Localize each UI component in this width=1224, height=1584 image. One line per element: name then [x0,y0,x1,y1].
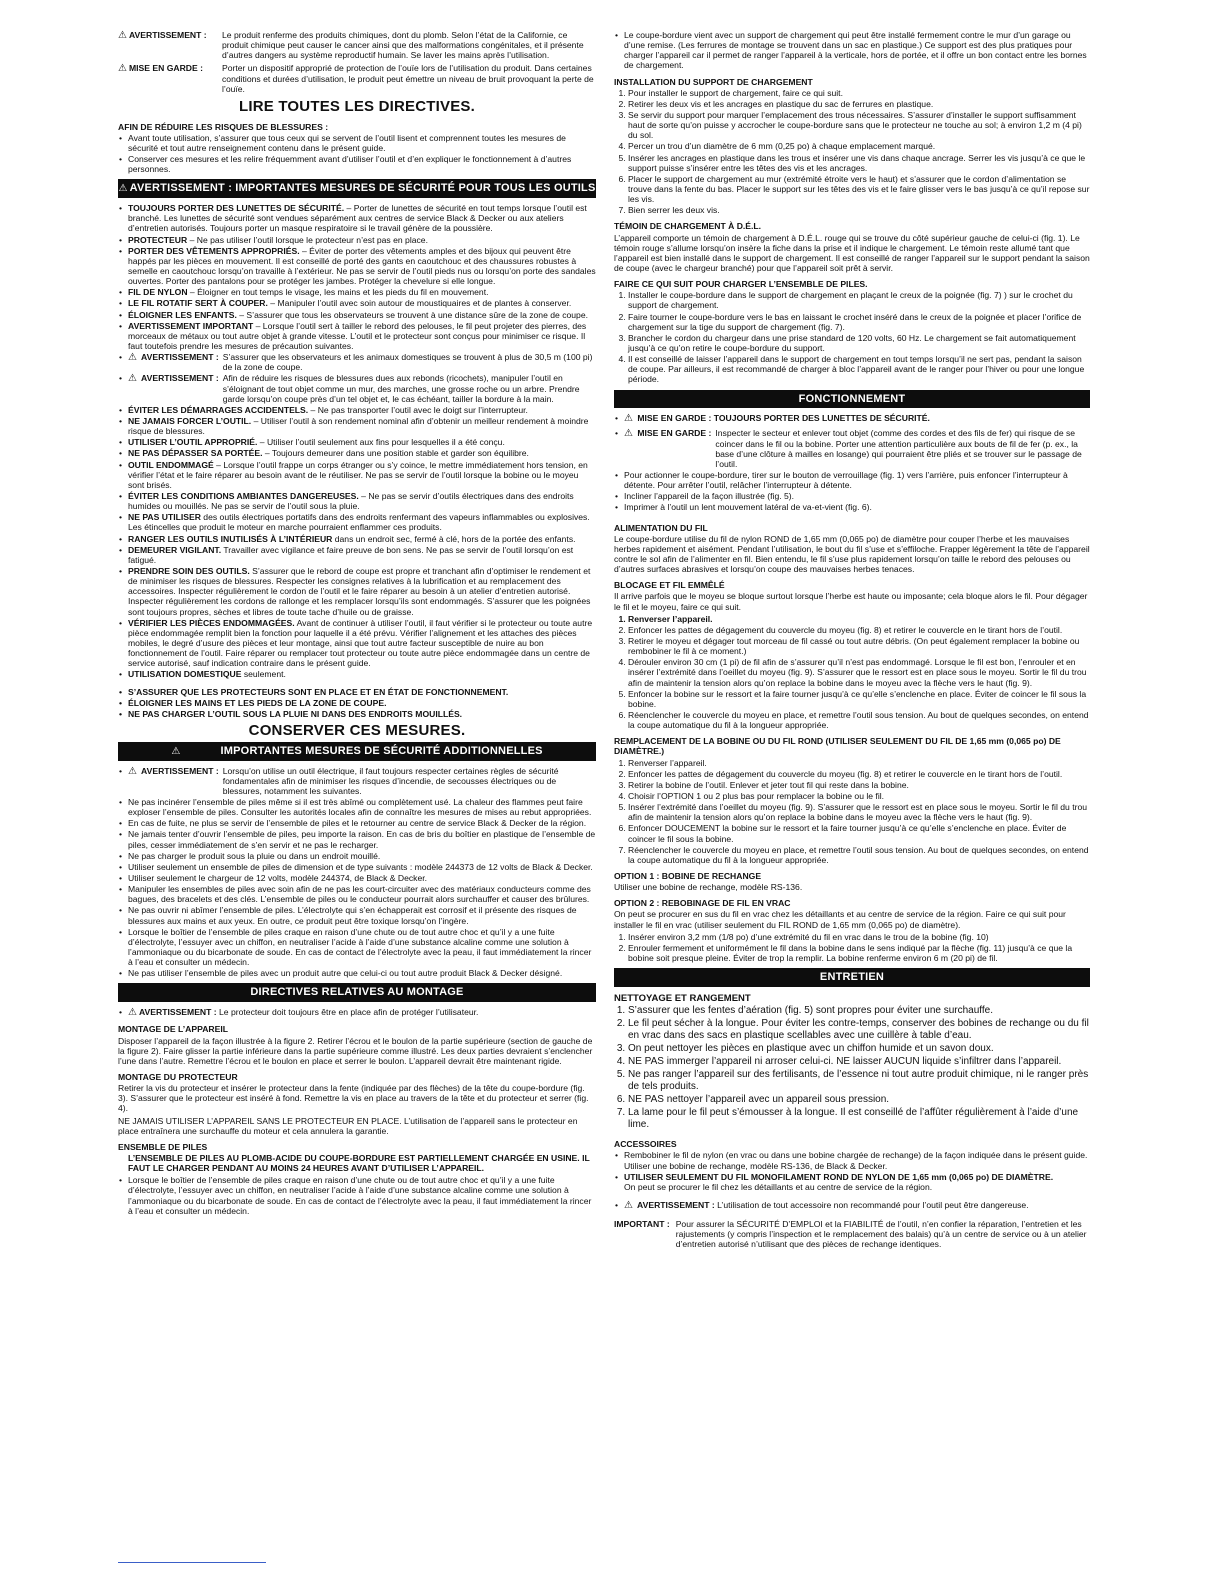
list-item: 3. Retirer le moyeu et dégager tout morceau de fil cassé ou tout autre débris. (On peut également remplacer la bobine ou rembobiner le fil à ce moment.) [628,636,1090,656]
section-bar-assembly: DIRECTIVES RELATIVES AU MONTAGE [118,983,596,1002]
replace-list [614,758,1090,865]
list-item: 4. Percer un trou d’un diamètre de 6 mm (0,25 po) à chaque emplacement marqué. [628,141,1090,151]
list-item: • Rembobiner le fil de nylon (en vrac ou dans une bobine chargée de rechange) de la façon indiquée dans le présent guide. Utiliser une bobine de rechange, modèle RS-136, de Black & Decker. [624,1150,1090,1170]
jam-title: BLOCAGE ET FIL EMMÊLÉ [614,580,725,591]
cleaning-list [614,1005,1090,1131]
list-item: • Pour actionner le coupe-bordure, tirer sur le bouton de verrouillage (fig. 1) vers l’arrière, puis enfoncer l’interrupteur à détente. Pour arrêter l’outil, relâcher l’interrupteur à détente. [624,470,1090,490]
warning-label: • ⚠ AVERTISSEMENT : [128,765,219,777]
caution-label: ⚠ MISE EN GARDE : [118,63,203,75]
list-item: 2. Enrouler fermement et uniformément le fil dans la bobine dans le sens indiqué par la flèche (fig. 11) jusqu’à ce que la bobine soit presque pleine. Éviter de trop la remplir. La bobine renferme environ 6 m (20 pi) de fil. [628,943,1090,963]
montage-prot-text2: NE JAMAIS UTILISER L’APPAREIL SANS LE PROTECTEUR EN PLACE. L’utilisation de l’appareil sans le protecteur en place entraînera une surchauffe du moteur et cela annulera la garantie. [118,1115,578,1136]
list-item: 7. Réenclencher le couvercle du moyeu en place, et remettre l’outil sous tension. Au bout de quelques secondes, on entend la coupe automatique du fil à la longueur appropriée. [628,845,1090,865]
warning-triangle-icon: ⚠ [624,1199,633,1211]
jam-list [614,614,1090,731]
caution-hearing [118,63,596,93]
install-list [614,88,1090,216]
list-item: • ÉVITER LES DÉMARRAGES ACCIDENTELS. – Ne pas transporter l’outil avec le doigt sur l’interrupteur. [128,405,596,415]
caution-label: • ⚠ MISE EN GARDE : [624,428,712,440]
list-item: 3. On peut nettoyer les pièces en plastique avec un chiffon humide et un savon doux. [628,1043,1090,1055]
accessories-title: ACCESSOIRES [614,1139,677,1150]
caution-text: Porter un dispositif approprié de protection de l’ouïe lors de l’utilisation du produit. Dans certaines conditions et durées d’utilisation, le produit peut émettre un niveau de bruit provoquant la perte de l’ouïe. [222,63,594,94]
list-item: 1. Pour installer le support de chargement, faire ce qui suit. [628,88,1090,98]
warning-label: • ⚠ AVERTISSEMENT : [128,352,219,364]
section-bar-safety: ⚠AVERTISSEMENT : IMPORTANTES MESURES DE SÉCURITÉ POUR TOUS LES OUTILS [118,179,596,198]
list-item: • LE FIL ROTATIF SERT À COUPER. – Manipuler l’outil avec soin autour de moustiquaires et de plantes à conserver. [128,298,596,308]
list-item: 3. Se servir du support pour marquer l’emplacement des trous nécessaires. S’assurer d’installer le support suffisamment haut de sorte qu’on puisse y accrocher le coupe-bordure sans que le protecteur ne touche au sol; à environ 1,2 m (4 pi) du sol. [628,110,1090,140]
list-item: • Imprimer à l’outil un lent mouvement latéral de va-et-vient (fig. 6). [624,502,1090,512]
feed-title: ALIMENTATION DU FIL [614,522,708,533]
list-item: • ⚠ AVERTISSEMENT : L’utilisation de tout accessoire non recommandé pour l’outil peut être dangereuse. [624,1200,1090,1211]
list-item: 2. Retirer les deux vis et les ancrages en plastique du sac de ferrures en plastique. [628,99,1090,109]
list-item: 4. Dérouler environ 30 cm (1 pi) de fil afin de s’assurer qu’il n’est pas endommagé. Lorsque le fil est bon, l’enrouler et en insérer l’extrémité dans l’oeillet du moyeu (fig. 9). S’assurer que le ressort est en place sous le moyeu. Sortir le fil du trou afin de maintenir la tension alors qu’on replace la bobine dans le moyeu avec la flèche vers le haut (fig. 9). [628,657,1090,687]
feed-text: Le coupe-bordure utilise du fil de nylon ROND de 1,65 mm (0,065 po) de diamètre pour couper l’herbe et les mauvaises herbes rapidement et aisément. Pendant l’utilisation, le bout du fil s’use et s’effiloche. Frapper légèrement la tête de l’appareil contre le sol afin de l’alimenter en fil. Bien entendu, le fil s’use plus rapidement lorsqu’on taille le rebord des pelouses ou d’autres surfaces abrasives et lorsqu’on coupe des mauvaises herbes tenaces. [614,533,1090,575]
list-item: • AVERTISSEMENT IMPORTANT – Lorsque l’outil sert à tailler le rebord des pelouses, le fil peut projeter des pierres, des morceaux de métaux ou tout autre objet à grande vitesse. L’outil et le protecteur sont conçus pour minimiser ce risque. Il faut toutefois prendre les mesures de précaution suivantes. [128,321,596,351]
left-column [118,30,596,1218]
list-item: 4. NE PAS immerger l’appareil ni arroser celui-ci. NE laisser AUCUN liquide s’infiltrer dans l’appareil. [628,1056,1090,1068]
warning-label: ⚠ AVERTISSEMENT : [118,30,207,41]
list-item: • PROTECTEUR – Ne pas utiliser l’outil lorsque le protecteur n’est pas en place. [128,235,596,245]
list-item: • VÉRIFIER LES PIÈCES ENDOMMAGÉES. Avant de continuer à utiliser l’outil, il faut vérifier si le protecteur ou toute autre pièce endommagée remplit bien la fonction pour laquelle il a été prévu. Vérifier l’alignement et les attaches des pièces mobiles, le degré d’usure des pièces et leur montage, ainsi que tout autre facteur susceptible de nuire au bon fonctionnement de l’outil. Faire réparer ou remplacer tout protecteur ou toute autre pièce endommagée dans un centre de service autorisé, sauf indication contraire dans le présent guide. [128,618,596,669]
list-item: • ÉLOIGNER LES MAINS ET LES PIEDS DE LA ZONE DE COUPE. [128,698,596,708]
warning-triangle-icon: ⚠ [128,373,137,385]
warning-triangle-icon: ⚠ [118,63,127,75]
list-item: 2. Enfoncer les pattes de dégagement du couvercle du moyeu (fig. 8) et retirer le couvercle en le tirant hors de l’outil. [628,769,1090,779]
list-item: 1. Renverser l’appareil. [628,758,1090,768]
list-item: • ⚠ AVERTISSEMENT : Le protecteur doit toujours être en place afin de protéger l’utilisateur. [128,1007,596,1018]
list-item: • ⚠ AVERTISSEMENT : Afin de réduire les risques de blessures dues aux rebonds (ricochets), manipuler l’outil en s’éloignant de tout objet comme un mur, des marches, une grosse roche ou un arbre. Prendre garde lorsqu’on coupe près d’un tel objet et, le cas échéant, tailler la bordure à la main. [128,373,596,403]
list-item: • Avant toute utilisation, s’assurer que tous ceux qui se servent de l’outil lisent et comprennent toutes les mesures de sécurité et tout autre renseignement contenu dans le présent guide. [128,133,596,153]
list-item: 2. Enfoncer les pattes de dégagement du couvercle du moyeu (fig. 8) et retirer le couvercle en le tirant hors de l’outil. [628,625,1090,635]
list-item: • Ne pas incinérer l’ensemble de piles même si il est très abîmé ou complètement usé. La chaleur des flammes peut faire exploser l’ensemble de piles. Consulter les autorités locales afin de connaître les mesures de mises au rebut appropriées. [128,797,596,817]
list-item: 5. Enfoncer la bobine sur le ressort et la faire tourner jusqu’à ce qu’elle s’enclenche en place. Éviter de coincer le fil sous la bobine. [628,689,1090,709]
battery-bold-text: L’ENSEMBLE DE PILES AU PLOMB-ACIDE DU COUPE-BORDURE EST PARTIELLEMENT CHARGÉE EN USINE. IL FAUT LE CHARGER PENDANT AU MOINS 24 HEURES AVANT D’UTILISER L’APPAREIL. [128,1152,590,1174]
list-item: 3. Brancher le cordon du chargeur dans une prise standard de 120 volts, 60 Hz. Le chargement se fait automatiquement jusqu’à ce qu’on retire le coupe-bordure du support. [628,333,1090,353]
reduce-risk-list [118,133,596,175]
list-item: • Incliner l’appareil de la façon illustrée (fig. 5). [624,491,1090,501]
list-item: • Utiliser seulement le chargeur de 12 volts, modèle 244374, de Black & Decker. [128,873,596,883]
list-item: • ⚠ AVERTISSEMENT : Lorsqu’on utilise un outil électrique, il faut toujours respecter certaines règles de sécurité fondamentales afin de minimiser les risques d’incendie, de secousses électriques ou de blessures, notamment les suivantes. [128,766,596,796]
list-item: • UTILISER L’OUTIL APPROPRIÉ. – Utiliser l’outil seulement aux fins pour lesquelles il a été conçu. [128,437,596,447]
list-item: • UTILISATION DOMESTIQUE seulement. [128,669,596,679]
list-item: 4. Il est conseillé de laisser l’appareil dans le support de chargement en tout temps lorsqu’il ne sert pas, pendant la saison de coupe. Par ailleurs, il est recommandé de charger à bloc l’appareil avant de le ranger pour l’hiver ou pour une longue période. [628,354,1090,384]
support-intro [614,30,1090,71]
jam-text: Il arrive parfois que le moyeu se bloque surtout lorsque l’herbe est haute ou imposante; cela bloque alors le fil. Pour dégager le fil et le moyeu, faire ce qui suit. [614,591,1088,612]
list-item: • RANGER LES OUTILS INUTILISÉS À L’INTÉRIEUR dans un endroit sec, fermé à clé, hors de la portée des enfants. [128,534,596,544]
cleaning-title: NETTOYAGE ET RANGEMENT [614,993,751,1005]
list-item: 1. S’assurer que les fentes d’aération (fig. 5) sont propres pour éviter une surchauffe. [628,1005,1090,1017]
list-item: • Ne pas charger le produit sous la pluie ou dans un endroit mouillé. [128,851,596,861]
list-item: 2. Faire tourner le coupe-bordure vers le bas en laissant le crochet inséré dans le creux de la poignée et placer l’orifice de chargement sur la tige du support de chargement (fig. 7). [628,312,1090,332]
important-label: IMPORTANT : [614,1218,670,1229]
reduce-risk-title: AFIN DE RÉDUIRE LES RISQUES DE BLESSURES : [118,121,329,132]
list-item: • Lorsque le boîtier de l’ensemble de piles craque en raison d’une chute ou de tout autre choc et qu’il y a une fuite d’électrolyte, l’essuyer avec un chiffon, en neutraliser l’acide à l’aide d’une substance alcaline comme une solution à l’ammoniaque ou du bicarbonate de soude. En cas de contact de l’électrolyte avec la peau, il faut immédiatement la rincer à l’eau et consulter un médecin. [128,927,596,968]
warning-triangle-icon: ⚠ [118,183,128,195]
montage-app-text: Disposer l’appareil de la façon illustrée à la figure 2. Retirer l’écrou et le boulon de la partie supérieure (section de gauche de la figure 2). Faire glisser la partie inférieure dans la partie supérieure comme illustré. Les deux parties devraient s’enclencher l’une dans l’autre. Remettre l’écrou et le boulon en place et serrer le boulon. L’appareil devrait être maintenant rigide. [118,1035,593,1066]
list-item: 5. Ne pas ranger l’appareil sur des fertilisants, de l’essence ni tout autre produit chimique, ni le ranger près de tels produits. [628,1069,1090,1093]
warning-triangle-icon: ⚠ [624,428,633,440]
list-item: • TOUJOURS PORTER DES LUNETTES DE SÉCURITÉ. – Porter de lunettes de sécurité en tout temps lorsque l’outil est branché. Les lunettes de sécurité sont vendues séparément aux centres de service Black & Decker ou aux ateliers d’entretien autorisés. Toujours porter un masque respiratoire si le travail génère de la poussière. [128,203,596,233]
list-item: • S’ASSURER QUE LES PROTECTEURS SONT EN PLACE ET EN ÉTAT DE FONCTIONNEMENT. [128,687,596,697]
list-item: 5. Insérer les ancrages en plastique dans les trous et insérer une vis dans chaque ancrage. Serrer les vis jusqu’à ce que le support puisse s’insérer entre les têtes des vis et les ancrages. [628,153,1090,173]
list-item: 6. Enfoncer DOUCEMENT la bobine sur le ressort et la faire tourner jusqu’à ce qu’elle s’enclenche en place. Éviter de coincer le fil sous la bobine. [628,823,1090,843]
list-item: 5. Insérer l’extrémité dans l’oeillet du moyeu (fig. 9). S’assurer que le ressort est en place sous le moyeu. Sortir le fil du trou afin de maintenir la tension alors qu’on replace la bobine dans le moyeu avec la flèche vers le haut (fig. 9). [628,802,1090,822]
list-item: 2. Le fil peut sécher à la longue. Pour éviter les contre-temps, conserver des bobines de rechange ou du fil en vrac dans des sacs en plastique scellables avec une cuillère à table d’eau. [628,1018,1090,1042]
charge-list [614,290,1090,384]
charge-title: FAIRE CE QUI SUIT POUR CHARGER L’ENSEMBLE DE PILES. [614,279,868,290]
list-item: 1. Renverser l’appareil. [628,614,1090,624]
safety-list-a [118,203,596,679]
list-item: • Ne pas utiliser l’ensemble de piles avec un produit autre que celui-ci ou tout autre produit Black & Decker désigné. [128,968,596,978]
assembly-warning [118,1007,596,1018]
montage-app-title: MONTAGE DE L’APPAREIL [118,1024,228,1035]
list-item: • OUTIL ENDOMMAGÉ – Lorsque l’outil frappe un corps étranger ou s’y coince, le mettre immédiatement hors tension, en vérifier l’état et le faire réparer au besoin avant de le réutiliser. Ne pas se servir de l’outil lorsque la bobine ou le moyeu sont brisés. [128,460,596,490]
list-item: • PORTER DES VÊTEMENTS APPROPRIÉS. – Éviter de porter des vêtements amples et des bijoux qui peuvent être happés par les pièces en mouvement. Il est conseillé de porté des gants en caoutchouc et des chaussures robustes à semelle en caoutchouc lorsqu’on travaille à l’extérieur. Ne pas se servir de l’outil pieds nus ou lorsqu’on porte des sandales ouvertes. Porter des pantalons pour se protéger les jambes. Protéger la chevelure si elle longue. [128,246,596,287]
section-bar-operation: FONCTIONNEMENT [614,390,1090,409]
important-text: Pour assurer la SÉCURITÉ D’EMPLOI et la FIABILITÉ de l’outil, n’en confier la réparation, l’entretien et les rajustements (y compris l’inspection et le remplacement des balais) qu’à un centre de service ou à un atelier d’entretien autorisé n’utilisant que des pièces de rechange identiques. [675,1218,1087,1250]
option1-text: Utiliser une bobine de rechange, modèle RS-136. [614,882,803,893]
list-item: • UTILISER SEULEMENT DU FIL MONOFILAMENT ROND DE NYLON DE 1,65 mm (0,065 po) DE DIAMÈTRE. On peut se procurer le fil chez les détaillants et au centre de service de la région. [624,1172,1090,1192]
operation-list [614,413,1090,512]
list-item: 1. Installer le coupe-bordure dans le support de chargement en plaçant le creux de la poignée (fig. 7) ) sur le crochet du support de chargement. [628,290,1090,310]
list-item: • Lorsque le boîtier de l’ensemble de piles craque en raison d’une chute ou de tout autre choc et qu’il y a une fuite d’électrolyte, l’essuyer avec un chiffon, en neutraliser l’acide à l’aide d’une substance alcaline comme une solution à l’ammoniaque ou du bicarbonate de soude. En cas de contact de l’électrolyte avec la peau, il faut immédiatement la rincer à l’eau et consulter un médecin. [128,1175,596,1216]
montage-prot-text: Retirer la vis du protecteur et insérer le protecteur dans la fente (indiquée par des flèches) de la tête du coupe-bordure (fig. 3). S’assurer que le protecteur est inséré à fond. Remettre la vis en place au travers de la tête et du protecteur et serrer (fig. 4). [118,1083,589,1114]
list-item: • Conserver ces mesures et les relire fréquemment avant d’utiliser l’outil et d’en expliquer le fonctionnement à d’autres personnes. [128,154,596,174]
additional-list [118,766,596,979]
list-item: • NE PAS DÉPASSER SA PORTÉE. – Toujours demeurer dans une position stable et garder son équilibre. [128,448,596,458]
read-all-title: LIRE TOUTES LES DIRECTIVES. [239,97,475,115]
list-item: 1. Insérer environ 3,2 mm (1/8 po) d’une extrémité du fil en vrac dans le trou de la bobine (fig. 10) [628,932,1090,942]
list-item: 3. Retirer la bobine de l’outil. Enlever et jeter tout fil qui reste dans la bobine. [628,780,1090,790]
right-column [614,30,1090,1249]
footer-rule [118,1562,266,1563]
warning-triangle-icon: ⚠ [171,745,181,757]
list-item: • Utiliser seulement un ensemble de piles de dimension et de type suivants : modèle 244373 de 12 volts de Black & Decker. [128,862,596,872]
list-item: 4. Choisir l’OPTION 1 ou 2 plus bas pour remplacer la bobine ou le fil. [628,791,1090,801]
list-item: 7. Bien serrer les deux vis. [628,205,1090,215]
list-item: • Ne pas ouvrir ni abîmer l’ensemble de piles. L’électrolyte qui s’en échapperait est corrosif et il présente des risques de blessures aux mains et aux yeux. En outre, ce produit peut être toxique lorsqu’on l’ingère. [128,905,596,925]
safety-list-c [118,687,596,719]
important-note [614,1219,1090,1249]
list-item: • ⚠ MISE EN GARDE : TOUJOURS PORTER DES LUNETTES DE SÉCURITÉ. [624,413,1090,424]
list-item: • ⚠ AVERTISSEMENT : S’assurer que les observateurs et les animaux domestiques se trouvent à plus de 30,5 m (100 pi) de la zone de coupe. [128,352,596,372]
list-item: 6. NE PAS nettoyer l’appareil avec un appareil sous pression. [628,1094,1090,1106]
install-title: INSTALLATION DU SUPPORT DE CHARGEMENT [614,76,813,87]
list-item: 7. La lame pour le fil peut s’émousser à la longue. Il est conseillé de l’affûter régulièrement à l’aide d’une lime. [628,1107,1090,1131]
list-item: • NE PAS CHARGER L’OUTIL SOUS LA PLUIE NI DANS DES ENDROITS MOUILLÉS. [128,709,596,719]
section-bar-maintenance: ENTRETIEN [614,968,1090,987]
led-title: TÉMOIN DE CHARGEMENT À D.É.L. [614,221,762,232]
list-item: 6. Placer le support de chargement au mur (extrémité étroite vers le haut) et s’assurer que le cordon d’alimentation se trouve dans la fente du bas. Placer le support sur les têtes des vis et le faire glisser vers le bas jusqu’à ce qu’il repose sur les vis. [628,174,1090,204]
list-item: • NE PAS UTILISER des outils électriques portatifs dans des endroits renfermant des vapeurs inflammables ou explosives. Les étincelles que produit le moteur en marche pourraient enflammer ces produits. [128,512,596,532]
option2-list [614,932,1090,963]
list-item: • Le coupe-bordure vient avec un support de chargement qui peut être installé fermement contre le mur d’un garage ou d’une remise. (Les ferrures de montage se trouvent dans un sac en plastique.) Ce support est des plus pratiques pour charger l’appareil car il permet de ranger l’appareil à la verticale, hors de portée, et il offre un bon contact entre les bornes de chargement. [624,30,1090,71]
led-text: L’appareil comporte un témoin de chargement à D.É.L. rouge qui se trouve du côté supérieur gauche de celui-ci (fig. 1). Le témoin rouge s’allume lorsqu’on insère la fiche dans la prise et il indique le chargement. Le témoin reste allumé tant que l’appareil est bien installé dans le support de chargement. Il est conseillé de ranger l’appareil sur le support pendant la saison de coupe (avec le chargeur branché) pour que l’appareil soit prêt à servir. [614,232,1090,273]
option2-text: On peut se procurer en sus du fil en vrac chez les détaillants et au centre de service de la région. Faire ce qui suit pour installer le fil en vrac (utiliser seulement du FIL ROND de 1,65 mm (0,065 po) de diamètre). [614,909,1066,930]
warning-label: • ⚠ AVERTISSEMENT : [128,373,219,385]
warning-triangle-icon: ⚠ [118,30,127,41]
list-item: 6. Réenclencher le couvercle du moyeu en place, et remettre l’outil sous tension. Au bout de quelques secondes, on entend la coupe automatique du fil à la longueur appropriée. [628,710,1090,730]
warning-triangle-icon: ⚠ [624,413,633,425]
list-item: • NE JAMAIS FORCER L’OUTIL. – Utiliser l’outil à son rendement nominal afin d’obtenir un meilleur rendement à moindre risque de blessures. [128,416,596,436]
replace-title: REMPLACEMENT DE LA BOBINE OU DU FIL ROND (UTILISER SEULEMENT DU FIL DE 1,65 mm (0,065 po) DE DIAMÈTRE.) [614,736,1061,757]
list-item: • ⚠ MISE EN GARDE : Inspecter le secteur et enlever tout objet (comme des cordes et des fils de fer) qui risque de se coincer dans le fil ou la bobine. Porter une attention particulière aux bouts de fil de fer (p. ex., la base d’une clôture à mailles en losange) qui pourraient être pliés et se trouver sur le passage de l’outil. [624,428,1090,469]
warning-triangle-icon: ⚠ [128,352,137,364]
section-bar-additional: ⚠ IMPORTANTES MESURES DE SÉCURITÉ ADDITIONNELLES [118,742,596,761]
warning-triangle-icon: ⚠ [128,1007,137,1019]
montage-prot-title: MONTAGE DU PROTECTEUR [118,1071,238,1082]
option1-title: OPTION 1 : BOBINE DE RECHANGE [614,870,762,881]
list-item: • PRENDRE SOIN DES OUTILS. S’assurer que le rebord de coupe est propre et tranchant afin d’optimiser le rendement et de minimiser les risques de blessures. Respecter les consignes relatives à la lubrification et au remplacement des accessoires. Inspecter régulièrement le cordon de l’outil et le faire réparer au besoin à un atelier d’entretien autorisé. Inspecter régulièrement les cordons de rallonge et les remplacer lorsqu’ils sont endommagés. S’assurer que les poignées sont toujours propres, sèches et libres de toute tache d’huile ou de graisse. [128,566,596,617]
list-item: • En cas de fuite, ne plus se servir de l’ensemble de piles et le retourner au centre de service Black & Decker de la région. [128,818,596,828]
list-item: • Manipuler les ensembles de piles avec soin afin de ne pas les court-circuiter avec des matériaux conducteurs comme des bagues, des bracelets et des clés. L’ensemble de piles ou le conducteur pourrait alors surchauffer et causer des brûlures. [128,884,596,904]
accessories-list [614,1150,1090,1211]
list-item: • ÉVITER LES CONDITIONS AMBIANTES DANGEREUSES. – Ne pas se servir d’outils électriques dans des endroits humides ou mouillés. Ne pas se servir de l’outil sous la pluie. [128,491,596,511]
battery-title: ENSEMBLE DE PILES [118,1141,208,1152]
warning-triangle-icon: ⚠ [128,765,137,777]
warning-text: Le produit renferme des produits chimiques, dont du plomb. Selon l’état de la Californie, ce produit chimique peut causer le cancer ainsi que des malformations congénitales, et il présente d’autres dangers au système reproductif humain. Se laver les mains après l’utilisation. [222,30,584,61]
list-item: • ÉLOIGNER LES ENFANTS. – S’assurer que tous les observateurs se trouvent à une distance sûre de la zone de coupe. [128,310,596,320]
list-item: • FIL DE NYLON – Éloigner en tout temps le visage, les mains et les pieds du fil en mouvement. [128,287,596,297]
battery-list [118,1175,596,1216]
list-item: • DEMEURER VIGILANT. Travailler avec vigilance et faire preuve de bon sens. Ne pas se servir de l’outil lorsqu’on est fatigué. [128,545,596,565]
option2-title: OPTION 2 : REBOBINAGE DE FIL EN VRAC [614,898,791,909]
warning-california [118,30,596,60]
keep-instructions-title: CONSERVER CES MESURES. [248,721,466,739]
list-item: • Ne jamais tenter d’ouvrir l’ensemble de piles, peu importe la raison. En cas de bris du boîtier en plastique de l’ensemble de piles, cesser immédiatement de s’en servir et ne pas le recharger. [128,829,596,849]
